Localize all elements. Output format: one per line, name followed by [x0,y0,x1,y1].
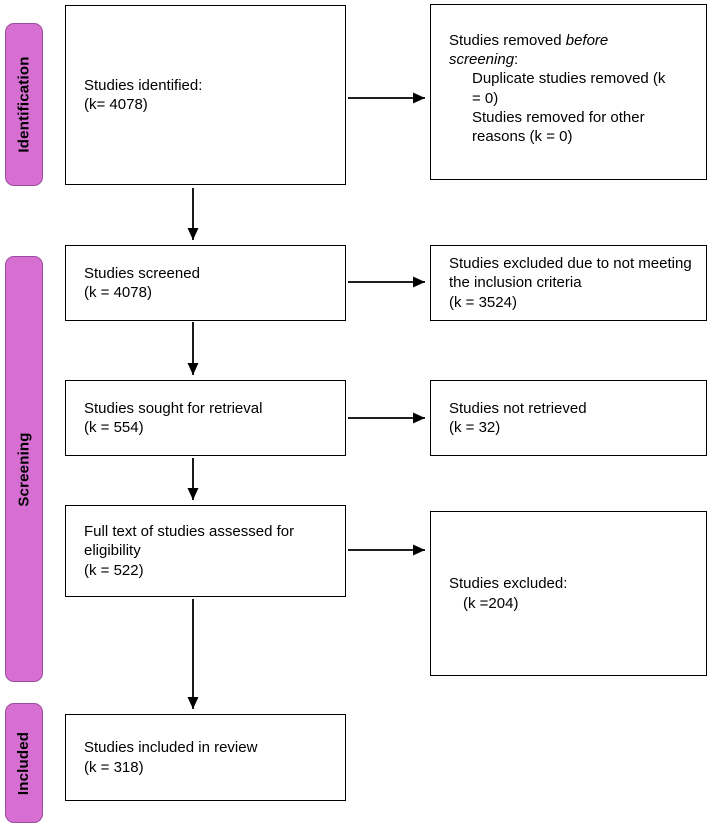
box-count: (k = 3524) [449,293,517,311]
box-title: Studies included in review [84,739,258,757]
box-studies-removed-before-screening [430,4,707,180]
stage-label-screening [5,256,43,682]
box-studies-excluded-full-text [430,511,707,676]
box-title: Studies excluded due to not meeting the inclusion criteria [449,255,692,292]
box-full-text-assessed [65,505,346,597]
box-studies-included [65,714,346,801]
box-title: Studies screened [84,264,200,282]
stage-label-included [5,703,43,823]
removed-heading-suffix: : [514,51,519,69]
box-studies-screened [65,245,346,321]
box-count: (k = 32) [449,419,501,436]
removed-item-other-reasons: Studies removed for other reasons (k = 0) [472,108,645,145]
box-studies-identified [65,5,346,185]
box-count: (k= 4078) [84,96,148,113]
stage-label-screening-text: Screening [15,431,33,507]
removed-heading-prefix: Studies removed [449,32,566,49]
box-title: Studies sought for retrieval [84,399,263,417]
box-title: Studies excluded: [449,575,568,593]
removed-item-duplicates: Duplicate studies removed (k = 0) [472,70,666,107]
box-title: Studies not retrieved [449,399,587,417]
box-studies-not-retrieved [430,380,707,456]
box-count: (k = 318) [84,758,144,776]
removed-heading-emphasis: before screening [449,32,609,69]
box-title: Full text of studies assessed for eligibility [84,523,295,560]
box-title: Studies identified: [84,76,203,94]
box-studies-excluded-inclusion-criteria [430,245,707,321]
removed-heading [449,31,666,69]
box-count: (k = 4078) [84,284,152,301]
box-count: (k =204) [463,594,519,612]
box-count: (k = 554) [84,419,144,436]
stage-label-identification-text: Identification [15,56,33,153]
stage-label-included-text: Included [15,731,33,795]
box-count: (k = 522) [84,561,144,579]
stage-label-identification [5,23,43,186]
box-studies-sought-retrieval [65,380,346,456]
